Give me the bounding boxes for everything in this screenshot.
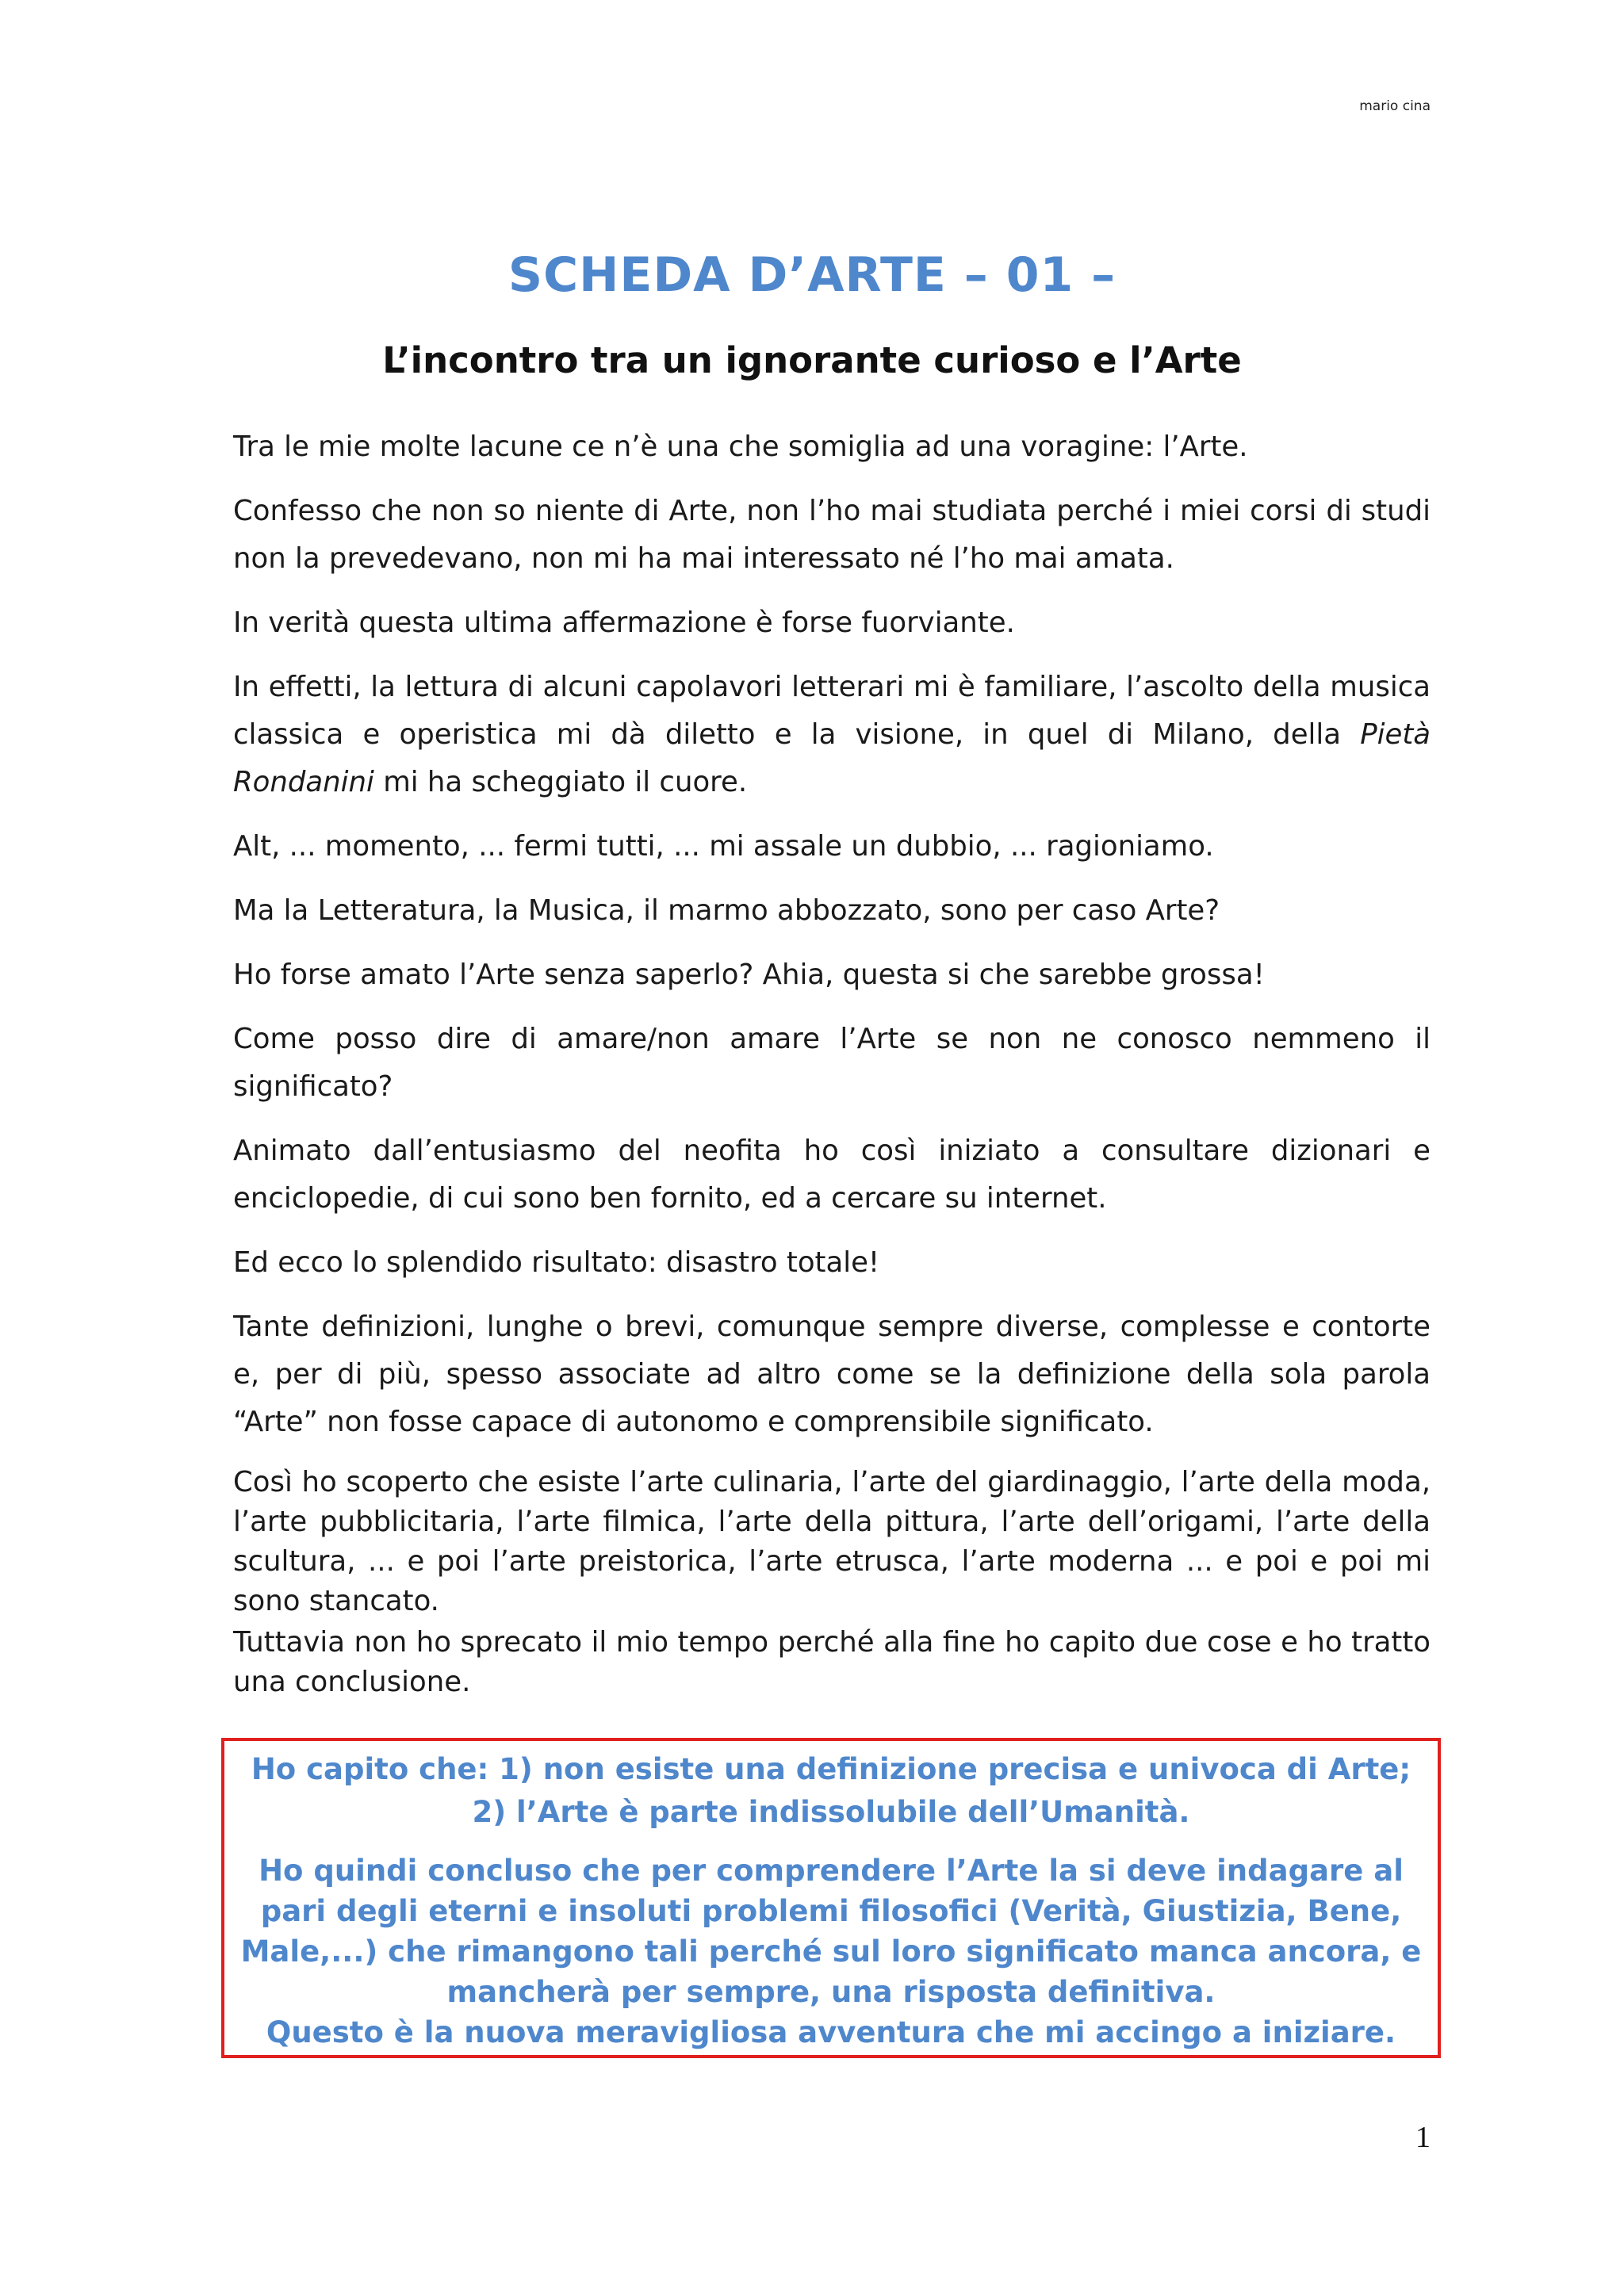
paragraph: Ma la Letteratura, la Musica, il marmo abbozzato, sono per caso Arte? <box>233 894 1220 927</box>
conclusion-callout-box <box>221 1738 1441 2058</box>
page-subtitle: L’incontro tra un ignorante curioso e l’Arte <box>382 339 1242 381</box>
callout-final-line: Questo è la nuova meravigliosa avventura che mi accingo a iniziare. <box>266 2015 1396 2049</box>
callout-conclusion <box>240 1850 1422 2053</box>
paragraph-text: mi ha scheggiato il cuore. <box>373 766 748 798</box>
paragraph: Ed ecco lo splendido risultato: disastro totale! <box>233 1246 880 1279</box>
paragraph: Ho forse amato l’Arte senza saperlo? Ahia, questa si che sarebbe grossa! <box>233 959 1265 991</box>
callout-first-point: Ho capito che: 1) non esiste una definizione precisa e univoca di Arte; <box>251 1752 1411 1786</box>
page-title: SCHEDA D’ARTE – 01 – <box>508 247 1116 303</box>
paragraph: Alt, ... momento, ... fermi tutti, ... mi assale un dubbio, ... ragioniamo. <box>233 830 1214 863</box>
paragraph: Animato dall’entusiasmo del neofita ho così iniziato a consultare dizionari e enciclopedie, di cui sono ben fornito, ed a cercare su internet. <box>233 1135 1431 1215</box>
paragraph-text: In effetti, la lettura di alcuni capolavori letterari mi è familiare, l’ascolto della musica classica e operistica mi dà diletto e la visione, in quel di Milano, della <box>233 671 1431 751</box>
paragraph: Come posso dire di amare/non amare l’Arte se non ne conosco nemmeno il significato? <box>233 1023 1431 1103</box>
paragraph: Così ho scoperto che esiste l’arte culinaria, l’arte del giardinaggio, l’arte della moda, l’arte pubblicitaria, l’arte filmica, l’arte della pittura, l’arte dell’origami, l’arte della scultura, ... e poi l’arte preistorica, l’arte etrusca, l’arte moderna ... e poi e poi mi sono stancato. <box>233 1466 1431 1617</box>
paragraph: In verità questa ultima affermazione è forse fuorviante. <box>233 607 1015 639</box>
paragraph: Tante definizioni, lunghe o brevi, comunque sempre diverse, complesse e contorte e, per di più, spesso associate ad altro come se la definizione della sola parola “Arte” non fosse capace di autonomo e comprensibile significato. <box>233 1311 1431 1438</box>
paragraph: Tuttavia non ho sprecato il mio tempo perché alla fine ho capito due cose e ho tratto una conclusione. <box>233 1626 1431 1698</box>
callout-second-point: 2) l’Arte è parte indissolubile dell’Umanità. <box>472 1795 1190 1829</box>
author-header: mario cina <box>1359 98 1431 114</box>
artwork-title: Pietà Rondanini <box>233 718 1431 798</box>
paragraph <box>233 664 1431 806</box>
callout-conclusion-text: Ho quindi concluso che per comprendere l’Arte la si deve indagare al pari degli eterni e insoluti problemi filosofici (Verità, Giustizia, Bene, Male,...) che rimangono tali perché sul loro significato manca ancora, e mancherà per sempre, una risposta definitiva. <box>240 1854 1422 2009</box>
paragraph: Tra le mie molte lacune ce n’è una che somiglia ad una voragine: l’Arte. <box>233 430 1248 463</box>
body-text <box>233 423 1431 1702</box>
page-number: 1 <box>1415 2121 1431 2154</box>
paragraph: Confesso che non so niente di Arte, non l’ho mai studiata perché i miei corsi di studi non la prevedevano, non mi ha mai interessato né l’ho mai amata. <box>233 495 1431 575</box>
